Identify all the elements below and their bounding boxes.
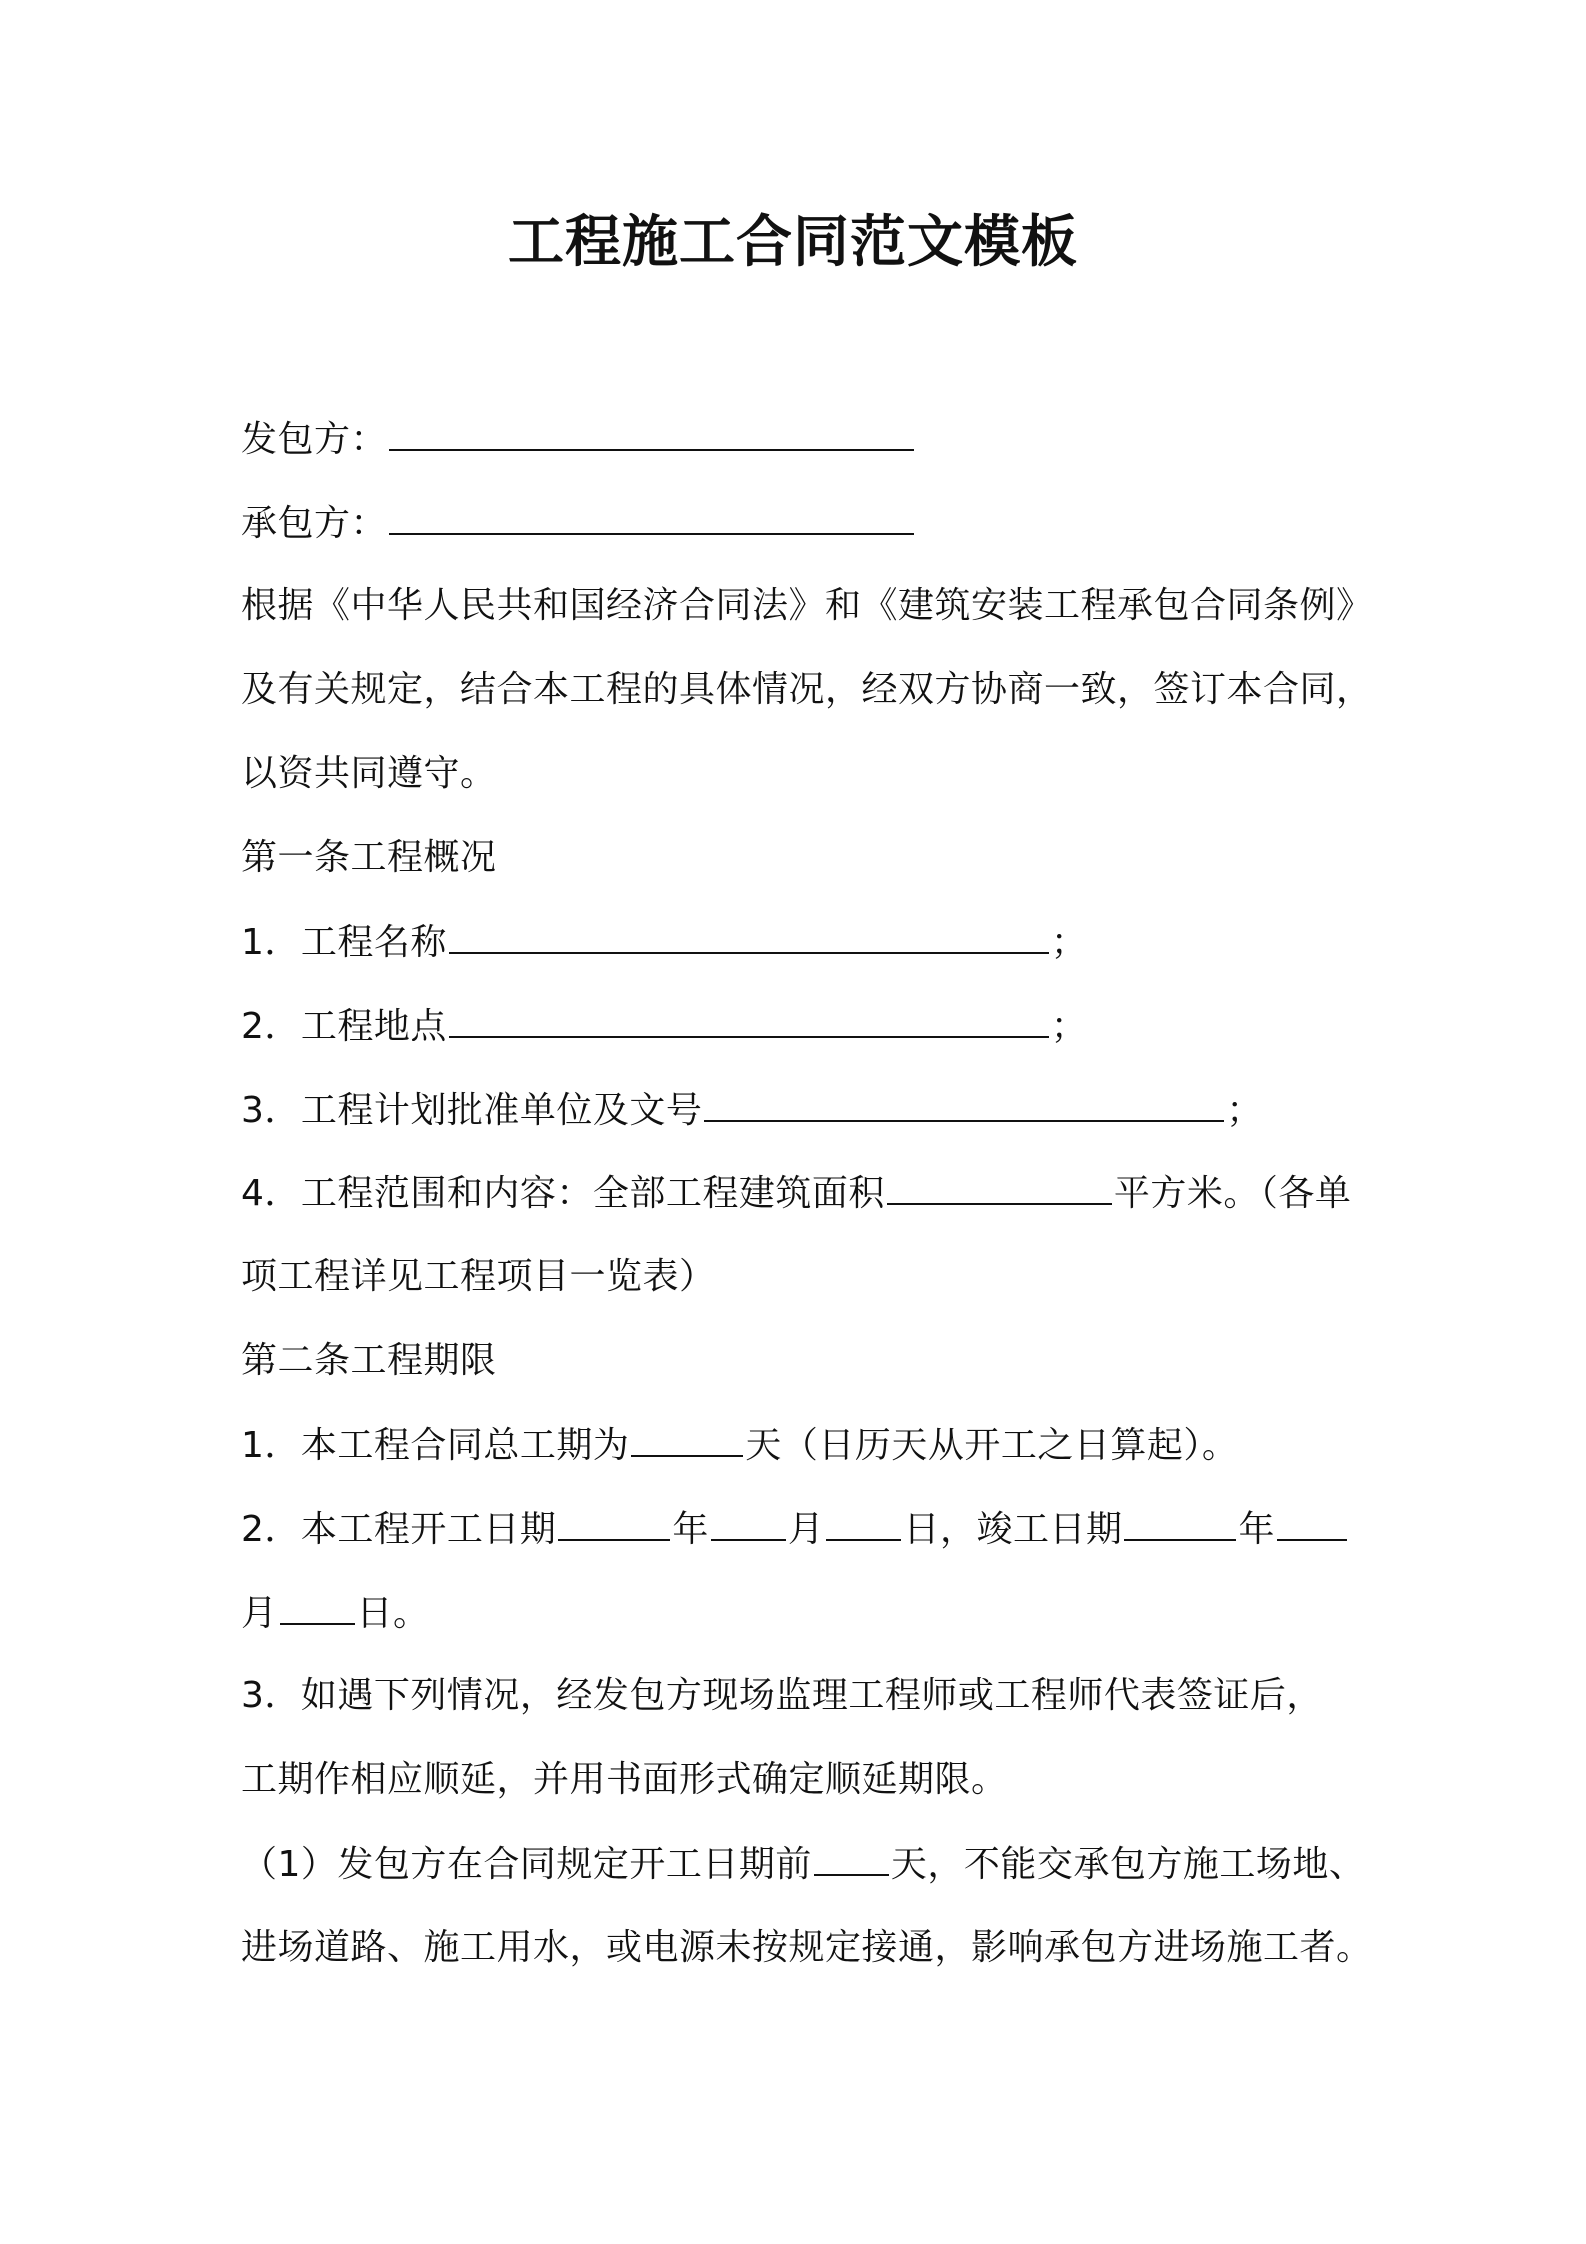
- project-name-label: 1．工程名称: [241, 922, 447, 963]
- article-2-item-3-line-2: 工期作相应顺延，并用书面形式确定顺延期限。: [241, 1759, 1008, 1800]
- end-year-blank[interactable]: [1124, 1503, 1236, 1541]
- article-1-item-2: [241, 1000, 1087, 1053]
- project-location-label: 2．工程地点: [241, 1006, 447, 1047]
- year-label: 年: [672, 1509, 709, 1550]
- start-year-blank[interactable]: [558, 1503, 670, 1541]
- preamble-line-3: 以资共同遵守。: [241, 753, 497, 794]
- article-1-item-4-cont: 项工程详见工程项目一览表）: [241, 1256, 716, 1297]
- party-b-label: 承包方：: [241, 503, 388, 544]
- floor-area-blank[interactable]: [887, 1167, 1112, 1205]
- party-a-line: [241, 413, 916, 466]
- article-2-heading: 第二条工程期限: [241, 1340, 497, 1381]
- preamble-line-1: 根据《中华人民共和国经济合同法》和《建筑安装工程承包合同条例》: [241, 585, 1373, 626]
- article-2-item-2-cont: [241, 1587, 430, 1640]
- party-a-label: 发包方：: [241, 419, 388, 460]
- day-end-label: 日。: [356, 1593, 430, 1634]
- start-month-blank[interactable]: [711, 1503, 786, 1541]
- completion-date-label: 竣工日期: [976, 1509, 1123, 1550]
- total-duration-label: 1．本工程合同总工期为: [241, 1425, 630, 1466]
- month-label: 月: [787, 1509, 825, 1550]
- sub-1-days-blank[interactable]: [814, 1838, 889, 1876]
- year-label: 年: [1238, 1509, 1275, 1550]
- article-2-sub-1-cont: 进场道路、施工用水，或电源未按规定接通，影响承包方进场施工者。: [241, 1927, 1373, 1968]
- approval-unit-blank[interactable]: [704, 1084, 1224, 1122]
- article-2-item-3-line-1: 3．如遇下列情况，经发包方现场监理工程师或工程师代表签证后，: [241, 1675, 1323, 1716]
- article-1-item-4: [241, 1167, 1351, 1220]
- party-b-blank[interactable]: [389, 497, 914, 535]
- article-1-heading: 第一条工程概况: [241, 837, 497, 878]
- month-label: 月: [241, 1593, 278, 1634]
- end-month-blank[interactable]: [1277, 1503, 1347, 1541]
- item-end: ；: [1050, 1006, 1088, 1047]
- scope-after: 平方米。（各单: [1113, 1173, 1352, 1214]
- day-label: 日，: [903, 1509, 977, 1550]
- article-2-sub-1: [241, 1838, 1365, 1891]
- item-end: ；: [1050, 922, 1088, 963]
- project-location-blank[interactable]: [449, 1000, 1049, 1038]
- total-duration-after: 天（日历天从开工之日算起）。: [745, 1425, 1239, 1466]
- article-1-item-1: [241, 916, 1087, 969]
- start-day-blank[interactable]: [826, 1503, 901, 1541]
- article-1-item-3: [241, 1084, 1263, 1137]
- item-end: ；: [1226, 1090, 1263, 1131]
- start-date-label: 2．本工程开工日期: [241, 1509, 557, 1550]
- end-day-blank[interactable]: [280, 1587, 355, 1625]
- total-days-blank[interactable]: [631, 1419, 743, 1457]
- scope-label: 4．工程范围和内容：全部工程建筑面积: [241, 1173, 885, 1214]
- sub-1-after: 天，不能交承包方施工场地、: [890, 1844, 1366, 1885]
- party-a-blank[interactable]: [389, 413, 914, 451]
- article-2-item-1: [241, 1419, 1238, 1472]
- approval-unit-label: 3．工程计划批准单位及文号: [241, 1090, 703, 1131]
- sub-1-label: （1）发包方在合同规定开工日期前: [241, 1844, 812, 1885]
- party-b-line: [241, 497, 916, 550]
- document-title: 工程施工合同范文模板: [508, 210, 1078, 275]
- project-name-blank[interactable]: [449, 916, 1049, 954]
- preamble-line-2: 及有关规定，结合本工程的具体情况，经双方协商一致，签订本合同，: [241, 669, 1373, 710]
- article-2-item-2: [241, 1503, 1349, 1556]
